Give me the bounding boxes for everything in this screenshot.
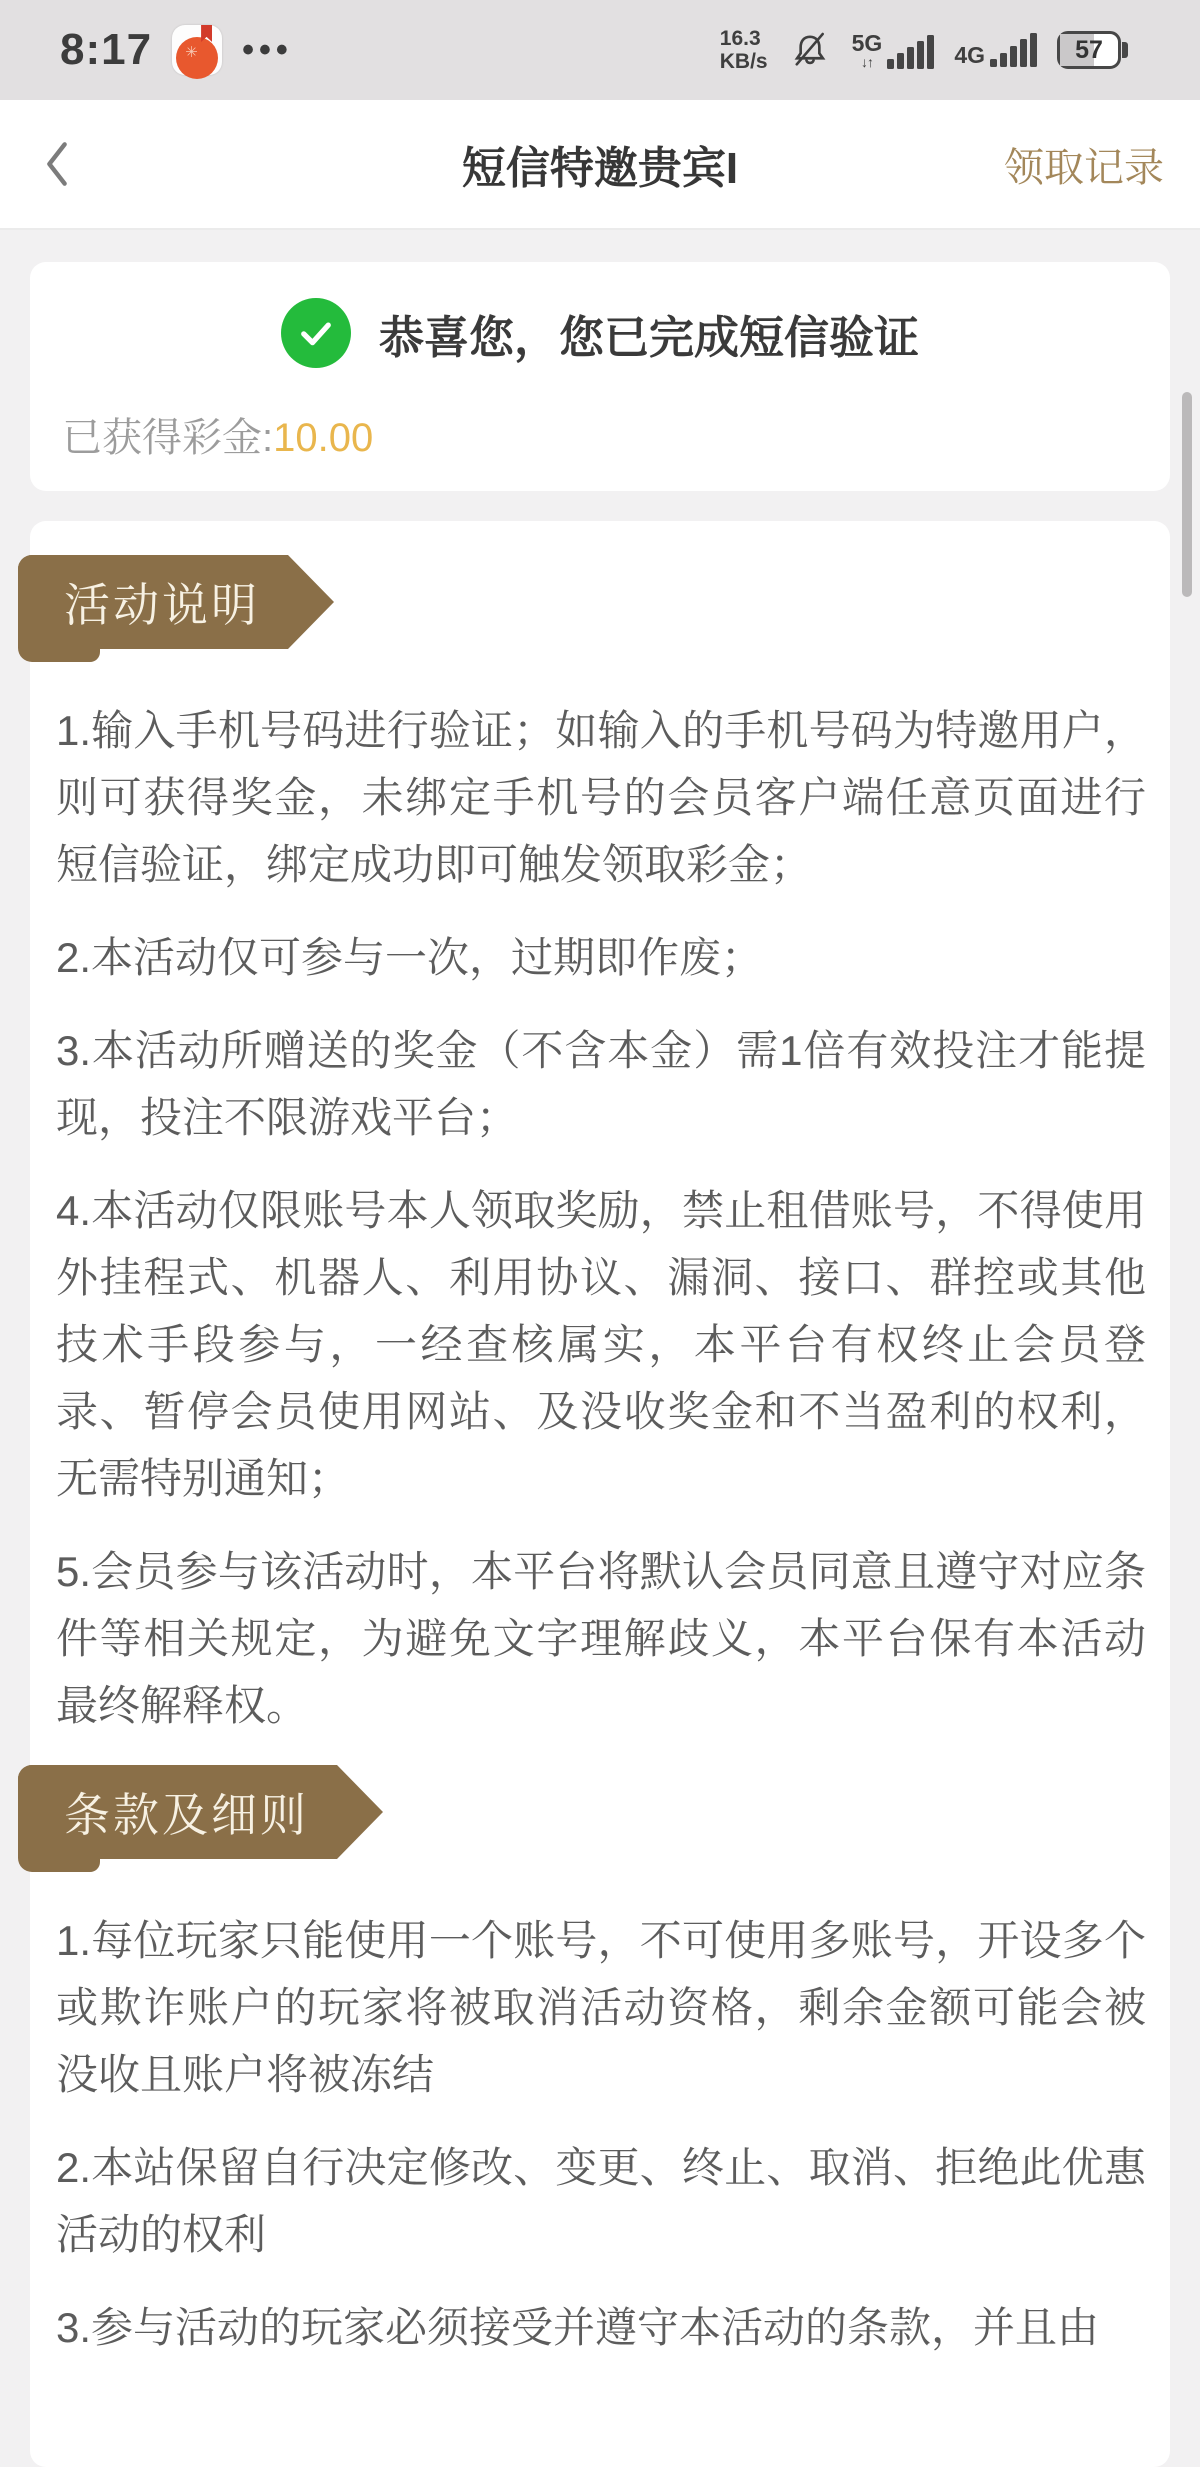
section-ribbon-activity	[18, 555, 288, 649]
notification-overflow-dots: •••	[242, 30, 293, 69]
success-card	[30, 262, 1170, 491]
bonus-label: 已获得彩金:	[62, 416, 274, 460]
battery-percent: 57	[1075, 35, 1103, 64]
signal-4g	[954, 33, 1037, 67]
section-title: 活动说明	[64, 579, 260, 631]
rule-paragraph: 2.本活动仅可参与一次，过期即作废；	[56, 934, 764, 981]
rules-card	[30, 521, 1170, 2467]
status-bar	[0, 0, 1200, 100]
signal-5g	[851, 29, 935, 70]
bell-muted-icon	[788, 28, 832, 72]
clock-time: 8:17	[60, 25, 153, 74]
rule-paragraph: 3.本活动所赠送的奖金（不含本金）需1倍有效投注才能提现，投注不限游戏平台；	[56, 1027, 1146, 1141]
battery-icon	[1057, 31, 1121, 69]
sim2-network-label: 4G	[954, 42, 985, 68]
data-activity-arrows-icon: ↓↑	[860, 53, 873, 70]
page-title: 短信特邀贵宾I	[461, 144, 739, 193]
term-paragraph: 1.每位玩家只能使用一个账号，不可使用多账号，开设多个或欺诈账户的玩家将被取消活动资格，剩余金额可能会被没收且账户将被冻结	[56, 1917, 1146, 2098]
sim1-network-label: 5G	[851, 29, 883, 56]
network-speed	[720, 27, 768, 73]
section-ribbon-terms	[18, 1765, 337, 1859]
check-circle-icon	[281, 298, 351, 368]
term-paragraph: 3.参与活动的玩家必须接受并遵守本活动的条款，并且由	[56, 2304, 1100, 2351]
terms-and-details	[30, 1907, 1170, 2361]
spark-glyph: ✳	[185, 44, 198, 61]
battery-nub	[1122, 42, 1128, 58]
ribbon-arrow-icon	[337, 1765, 383, 1859]
bonus-value: 10.00	[273, 416, 374, 460]
rule-paragraph: 1.输入手机号码进行验证；如输入的手机号码为特邀用户，则可获得奖金，未绑定手机号的会员客户端任意页面进行短信验证，绑定成功即可触发领取彩金；	[56, 707, 1146, 888]
activity-description	[30, 697, 1170, 1739]
rule-paragraph: 5.会员参与该活动时，本平台将默认会员同意且遵守对应条件等相关规定，为避免文字理解歧义，本平台保有本活动最终解释权。	[56, 1548, 1146, 1729]
signal-bars-icon	[990, 33, 1037, 67]
section-title: 条款及细则	[64, 1789, 309, 1841]
tomato-app-icon	[172, 25, 222, 75]
rule-paragraph: 4.本活动仅限账号本人领取奖励，禁止租借账号，不得使用外挂程式、机器人、利用协议、漏洞、接口、群控或其他技术手段参与，一经查核属实，本平台有权终止会员登录、暂停会员使用网站、及没收奖金和不当盈利的权利，无需特别通知；	[56, 1187, 1146, 1502]
ribbon-arrow-icon	[288, 555, 334, 649]
claim-records-link[interactable]: 领取记录	[1004, 145, 1164, 190]
network-speed-value: 16.3	[719, 27, 761, 50]
signal-bars-icon	[887, 35, 934, 69]
scrollbar-thumb[interactable]	[1182, 392, 1192, 597]
success-message: 恭喜您，您已完成短信验证	[378, 311, 919, 363]
term-paragraph: 2.本站保留自行决定修改、变更、终止、取消、拒绝此优惠活动的权利	[56, 2144, 1146, 2258]
navigation-header	[0, 100, 1200, 230]
network-speed-unit: KB/s	[719, 50, 768, 73]
